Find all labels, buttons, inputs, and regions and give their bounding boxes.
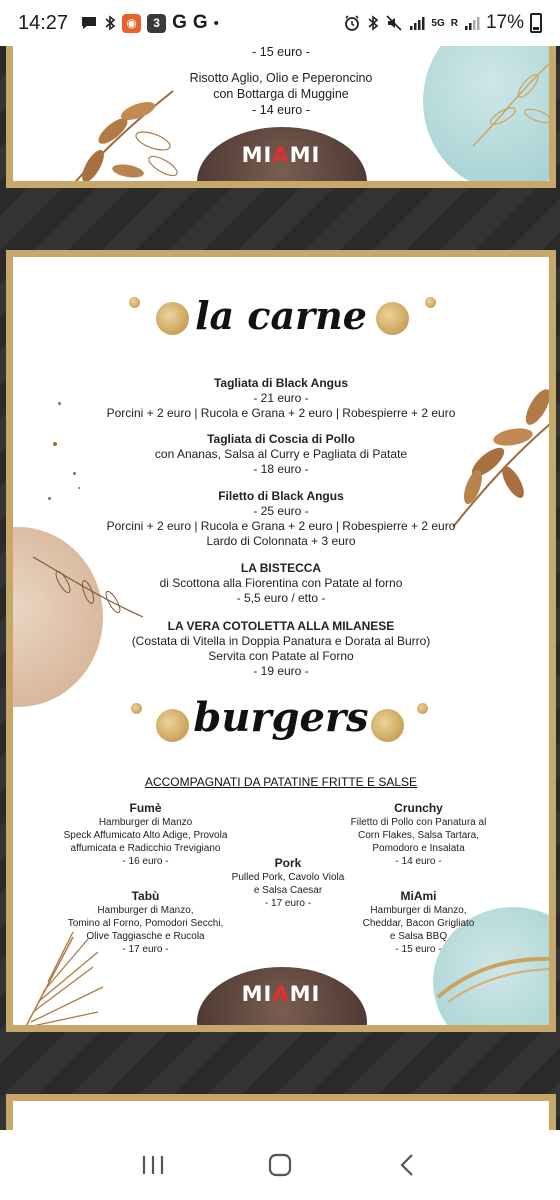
burger-item: Fumè Hamburger di Manzo Speck Affumicato Alto Adige, Provola affumicata e Radicchio Trevigiano - 16 euro - <box>63 801 228 867</box>
menu-page-next <box>6 1094 556 1130</box>
burger-item: Tabù Hamburger di Manzo, Tomino al Forno, Pomodori Secchi, Olive Taggiasche e Rucola - 17 euro - <box>67 889 224 955</box>
menu-page-primi <box>6 46 556 188</box>
carne-item: Filetto di Black Angus - 25 euro - Porcini + 2 euro | Rucola e Grana + 2 euro | Robespierre + 2 euro Lardo di Colonnata + 3 euro <box>106 489 456 548</box>
status-time: 14:27 <box>18 11 69 34</box>
home-button[interactable] <box>260 1145 300 1185</box>
network-5g-label: 5G <box>431 17 445 29</box>
status-bar <box>0 0 560 46</box>
gold-dot-decoration <box>376 302 409 335</box>
chat-icon <box>80 12 98 34</box>
calendar-notification-icon: 3 <box>147 14 166 33</box>
google-icon-2: G <box>192 12 208 33</box>
gold-dot-decoration <box>425 297 436 308</box>
navigation-bar <box>0 1130 560 1200</box>
mute-icon <box>385 12 403 34</box>
battery-icon <box>530 13 542 33</box>
carne-item: LA BISTECCA di Scottona alla Fiorentina con Patate al forno - 5,5 euro / etto - <box>159 561 403 605</box>
burger-item: MiAmi Hamburger di Manzo, Cheddar, Bacon Grigliato e Salsa BBQ - 15 euro - <box>362 889 475 955</box>
bluetooth-icon <box>104 12 116 34</box>
miami-logo: MIAMI <box>241 143 321 167</box>
gold-dot-decoration <box>371 709 404 742</box>
carne-item: Tagliata di Coscia di Pollo con Ananas, Salsa al Curry e Pagliata di Patate - 18 euro - <box>154 432 408 476</box>
home-icon <box>267 1152 293 1178</box>
battery-percent: 17% <box>485 12 524 33</box>
previous-dish-price: - 15 euro - <box>252 46 310 59</box>
burger-item: Pork Pulled Pork, Cavolo Viola e Salsa Caesar - 17 euro - <box>231 856 345 909</box>
carne-item: LA VERA COTOLETTA ALLA MILANESE (Costata di Vitella in Doppia Panatura e Dorata al Burro) Servita con Patate al Forno - 19 euro - <box>131 619 431 678</box>
dish-description: con Bottarga di Muggine <box>213 87 349 101</box>
dish-price: - 14 euro - <box>252 103 310 117</box>
section-title-burgers: burgers <box>193 694 369 741</box>
carne-item: Tagliata di Black Angus - 21 euro - Porcini + 2 euro | Rucola e Grana + 2 euro | Robespierre + 2 euro <box>106 376 456 420</box>
dish-name: Risotto Aglio, Olio e Peperoncino <box>189 71 373 85</box>
burger-item: Crunchy Filetto di Pollo con Panatura al Corn Flakes, Salsa Tartara, Pomodoro e Insalata - 14 euro - <box>350 801 487 867</box>
menu-image-viewer[interactable] <box>0 46 560 1130</box>
bluetooth-status-icon <box>367 12 379 34</box>
back-icon <box>397 1152 417 1178</box>
gold-dot-decoration <box>417 703 428 714</box>
menu-page-carne-burgers <box>6 250 556 1032</box>
app-notification-icon: ◉ <box>122 14 141 33</box>
signal-icon-2 <box>464 12 480 34</box>
burgers-subtitle: ACCOMPAGNATI DA PATATINE FRITTE E SALSE <box>144 775 418 789</box>
recents-button[interactable] <box>133 1145 173 1185</box>
roaming-label: R <box>450 17 458 29</box>
google-icon: G <box>172 12 187 33</box>
back-button[interactable] <box>387 1145 427 1185</box>
gold-brush-stroke <box>433 947 556 1007</box>
section-title-carne: la carne <box>195 293 367 338</box>
more-notifications-dot: • <box>213 14 219 32</box>
alarm-icon <box>343 12 361 34</box>
signal-icon <box>409 12 425 34</box>
recents-icon <box>140 1153 166 1177</box>
miami-logo-2: MIAMI <box>241 982 321 1006</box>
